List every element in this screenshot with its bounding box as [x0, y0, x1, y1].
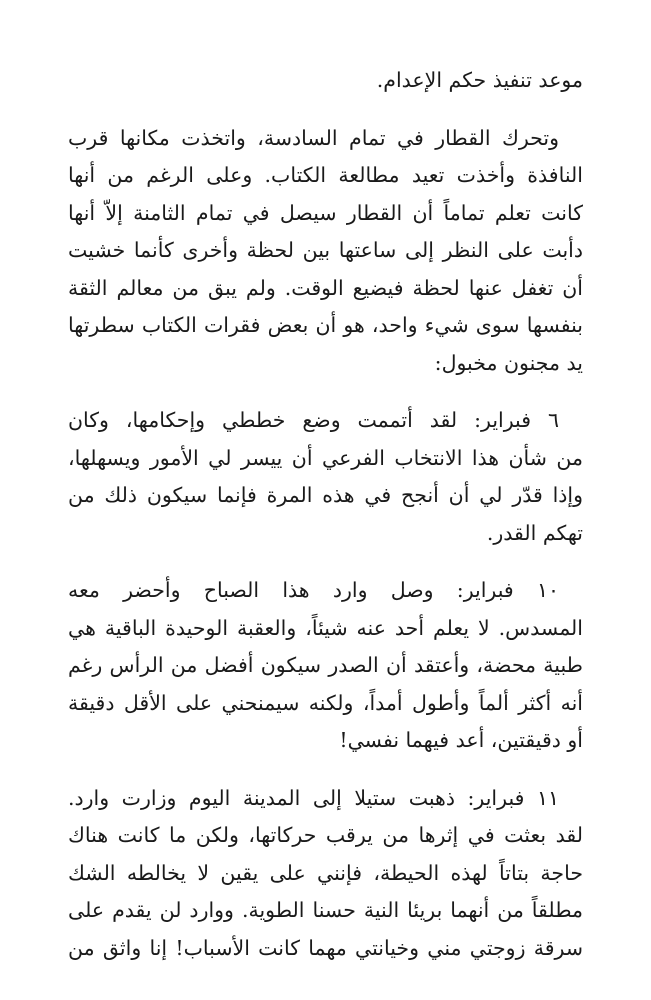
text-line: لقد بعثت في إثرها من يرقب حركاتها، ولكن ما كانت هناك	[68, 823, 583, 847]
paragraph-1	[68, 62, 583, 100]
text-line: بنفسها سوى شيء واحد، هو أن بعض فقرات الكتاب سطرتها	[68, 313, 583, 337]
text-line: المسدس. لا يعلم أحد عنه شيئاً، والعقبة الوحيدة الباقية هي	[68, 615, 583, 640]
paragraph-4	[68, 572, 583, 760]
paragraph-3	[68, 402, 583, 552]
text-line: كانت تعلم تماماً أن القطار سيصل في تمام الثامنة إلاّ أنها	[68, 200, 583, 225]
text-line: يد مجنون مخبول:	[434, 350, 583, 375]
text-line: النافذة وأخذت تعيد مطالعة الكتاب. وعلى الرغم من أنها	[68, 163, 583, 187]
text-line: من شأن هذا الانتخاب الفرعي أن ييسر لي الأمور ويسهلها،	[68, 445, 583, 470]
paragraph-2	[68, 120, 583, 383]
text-line: سرقة زوجتي مني وخيانتي مهما كانت الأسباب! إنا واثق من	[68, 935, 583, 960]
text-line: دأبت على النظر إلى ساعتها بين لحظة وأخرى كأنما خشيت	[68, 238, 583, 262]
text-line: تهكم القدر.	[486, 520, 583, 545]
text-line: وتحرك القطار في تمام السادسة، واتخذت مكانها قرب	[68, 125, 559, 150]
text-line: ١٠ فبراير: وصل وارد هذا الصباح وأحضر معه	[68, 578, 559, 602]
text-line: أو دقيقتين، أعد فيهما نفسي!	[339, 728, 583, 752]
text-line: أن تغفل عنها لحظة فيضيع الوقت. ولم يبق من معالم الثقة	[68, 275, 583, 300]
text-line: حاجة بتاتاً لهذه الحيطة، فإنني على يقين لا يخالطه الشك	[68, 860, 583, 885]
paragraph-5	[68, 780, 583, 968]
text-line: ١١ فبراير: ذهبت ستيلا إلى المدينة اليوم وزارت وارد.	[68, 785, 559, 810]
text-line: مطلقاً من أنهما بريئا النية حسنا الطوية. ووارد لن يقدم على	[68, 898, 583, 922]
text-line: ٦ فبراير: لقد أتممت وضع خططي وإحكامها، وكان	[68, 408, 559, 432]
text-line: أنه أكثر ألماً وأطول أمداً، ولكنه سيمنحني على الأقل دقيقة	[68, 690, 583, 715]
text-line: طبية محضة، وأعتقد أن الصدر سيكون أفضل من الرأس رغم	[68, 653, 583, 677]
text-line: وإذا قدّر لي أن أنجح في هذه المرة فإنما سيكون ذلك من	[68, 483, 583, 507]
text-line: موعد تنفيذ حكم الإعدام.	[376, 68, 583, 92]
